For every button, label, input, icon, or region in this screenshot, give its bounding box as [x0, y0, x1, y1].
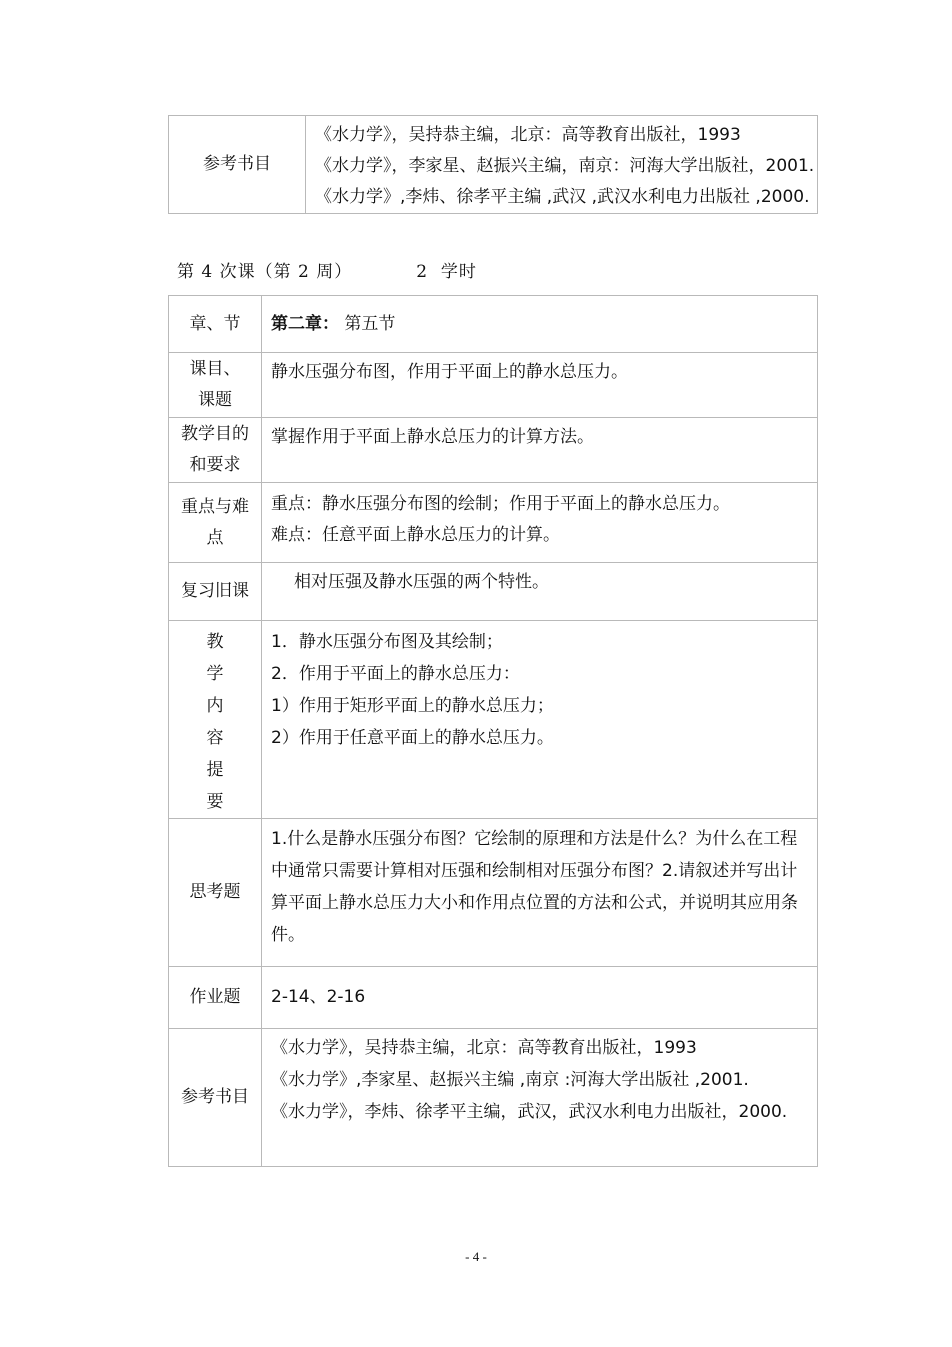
homework-label: 作业题 [169, 967, 262, 1029]
row-key-points [169, 483, 818, 563]
homework-content: 2-14、2-16 [262, 967, 818, 1029]
ref-line: 《水力学》,李炜、徐孝平主编 ,武汉 ,武汉水利电力出版社 ,2000. [315, 187, 810, 207]
row-content [169, 621, 818, 819]
content-label-char: 提 [206, 760, 224, 780]
references-content [262, 1029, 818, 1167]
objective-content: 掌握作用于平面上静水总压力的计算方法。 [262, 418, 818, 483]
review-content: 相对压强及静水压强的两个特性。 [262, 563, 818, 621]
row-topic [169, 353, 818, 418]
questions-content [262, 819, 818, 967]
ref-line: 《水力学》，李家星、赵振兴主编，南京：河海大学出版社，2001. [315, 156, 815, 176]
row-references [169, 1029, 818, 1167]
chapter-text: 第五节 [339, 313, 396, 334]
content-label-char: 内 [206, 696, 224, 716]
reference-line: 《水力学》，吴持恭主编，北京：高等教育出版社，1993 [271, 1038, 697, 1058]
row-review [169, 563, 818, 621]
key-points-content [262, 483, 818, 563]
content-label-char: 容 [206, 728, 224, 748]
topic-content: 静水压强分布图，作用于平面上的静水总压力。 [262, 353, 818, 418]
reference-line: 《水力学》,李家星、赵振兴主编 ,南京 :河海大学出版社 ,2001. [271, 1070, 749, 1090]
ref-label: 参考书目 [169, 116, 306, 214]
content-label [169, 621, 262, 819]
content-label-char: 学 [206, 664, 224, 684]
key-points-label: 重点与难点 [169, 483, 262, 563]
lesson-table [168, 295, 818, 1167]
row-objective [169, 418, 818, 483]
content-body [262, 621, 818, 819]
lesson-heading: 第 4 次课（第 2 周） 2 学时 [177, 262, 477, 282]
questions-label: 思考题 [169, 819, 262, 967]
content-line: 2．作用于平面上的静水总压力： [271, 664, 520, 684]
content-label-char: 教 [206, 632, 224, 652]
chapter-bold: 第二章： [271, 313, 339, 334]
row-chapter [169, 296, 818, 353]
questions-text: 1.什么是静水压强分布图？它绘制的原理和方法是什么？为什么在工程中通常只需要计算相对压强和绘制相对压强分布图？2.请叙述并写出计算平面上静水总压力大小和作用点位置的方法和公式，并说明其应用条件。 [271, 829, 798, 945]
topic-label: 课目、课题 [169, 353, 262, 418]
page-number: - 4 - [465, 1249, 487, 1264]
chapter-content [262, 296, 818, 353]
key-point-line: 重点：静水压强分布图的绘制；作用于平面上的静水总压力。 [271, 494, 730, 514]
content-line: 1．静水压强分布图及其绘制； [271, 632, 503, 652]
row-questions [169, 819, 818, 967]
content-line: 1）作用于矩形平面上的静水总压力； [271, 696, 554, 716]
key-point-line: 难点：任意平面上静水总压力的计算。 [271, 525, 560, 545]
reference-line: 《水力学》，李炜、徐孝平主编，武汉，武汉水利电力出版社，2000. [271, 1102, 788, 1122]
content-line: 2）作用于任意平面上的静水总压力。 [271, 728, 554, 748]
review-label: 复习旧课 [169, 563, 262, 621]
objective-label: 教学目的和要求 [169, 418, 262, 483]
reference-table-top [168, 115, 818, 214]
chapter-label: 章、节 [169, 296, 262, 353]
content-label-char: 要 [206, 792, 224, 812]
ref-content [306, 116, 818, 214]
ref-line: 《水力学》，吴持恭主编，北京：高等教育出版社，1993 [315, 125, 741, 145]
row-homework [169, 967, 818, 1029]
references-label: 参考书目 [169, 1029, 262, 1167]
